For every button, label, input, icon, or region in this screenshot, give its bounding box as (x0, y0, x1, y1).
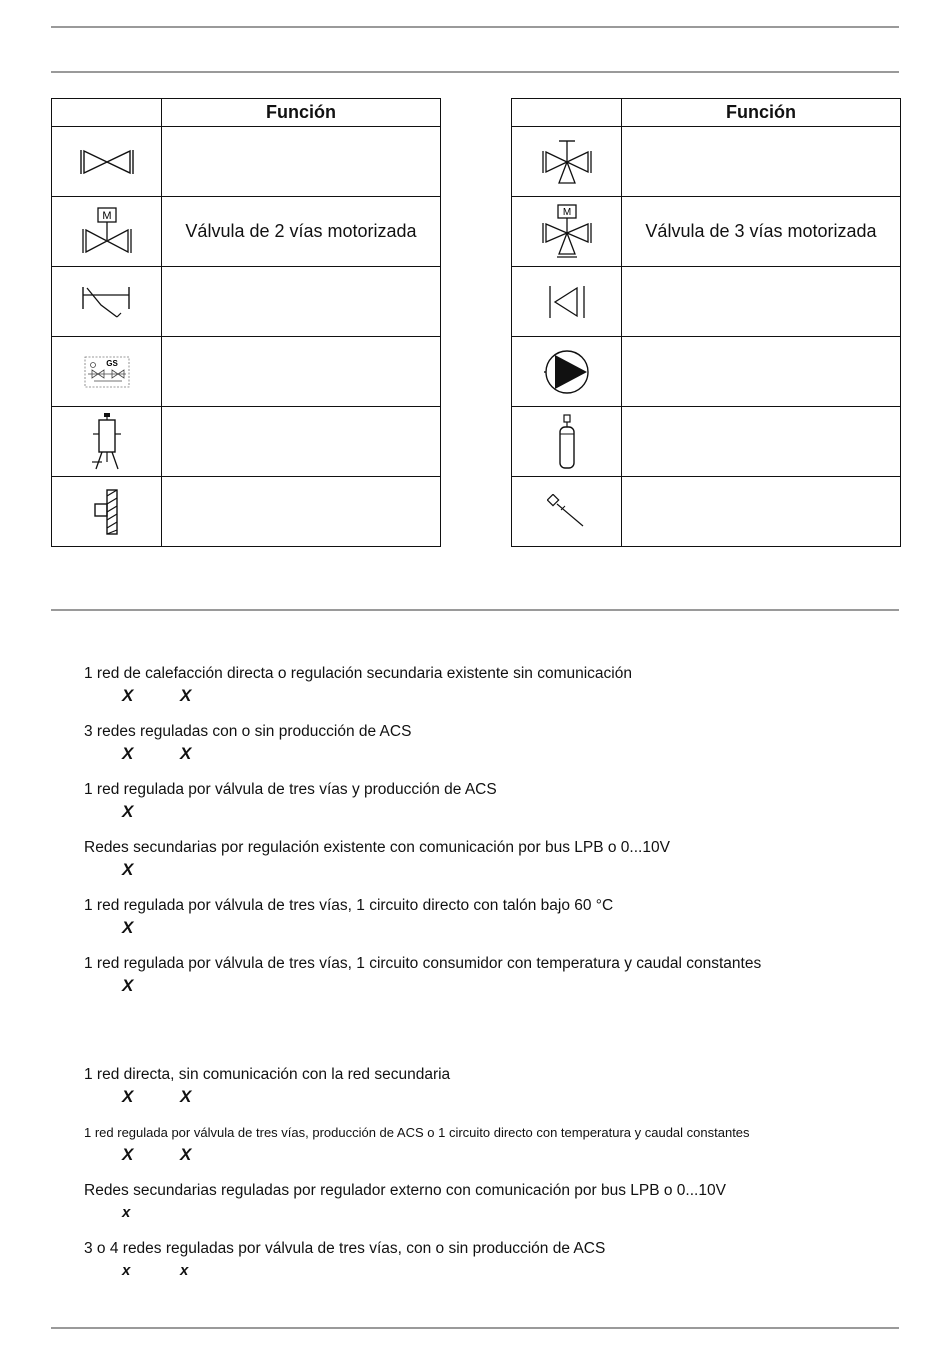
item-marks (84, 1259, 924, 1283)
mark: X (122, 976, 134, 995)
mark: X (122, 686, 134, 705)
item-marks (84, 800, 924, 824)
list-item (84, 664, 924, 722)
mark: X (122, 802, 134, 821)
configuration-list-b (84, 1065, 924, 1297)
filter-pot-icon (90, 412, 124, 472)
item-marks (84, 1085, 924, 1109)
header-rule (51, 71, 899, 73)
list-item (84, 1239, 924, 1297)
item-marks (84, 858, 924, 882)
function-cell (162, 477, 441, 547)
non-return-valve-icon (547, 284, 587, 320)
mark: X (122, 860, 134, 879)
immersion-sensor-icon (547, 494, 587, 530)
motorized-three-way-valve-icon (539, 204, 595, 260)
svg-text:M: M (101, 209, 112, 222)
item-marks (84, 742, 924, 766)
list-item (84, 896, 924, 954)
item-label: Redes secundarias por regulación existente con comunicación por bus LPB o 0...10V (84, 839, 670, 856)
function-cell (162, 127, 441, 197)
function-cell (162, 407, 441, 477)
mark: x (122, 1204, 131, 1221)
two-way-valve-icon (79, 147, 135, 177)
gas-train-icon (84, 356, 130, 388)
mark: X (180, 1087, 192, 1106)
list-item (84, 722, 924, 780)
mark: X (122, 1087, 134, 1106)
item-label: 1 red de calefacción directa o regulación secundaria existente sin comunicación (84, 665, 632, 682)
configuration-list-a (84, 664, 924, 1012)
mark: X (122, 918, 134, 937)
list-item (84, 838, 924, 896)
item-marks (84, 1143, 924, 1167)
mark: X (180, 744, 192, 763)
three-way-valve-icon (539, 139, 595, 185)
item-label: 1 red regulada por válvula de tres vías y producción de ACS (84, 781, 497, 798)
function-cell (622, 267, 901, 337)
item-label: 3 o 4 redes reguladas por válvula de tres vías, con o sin producción de ACS (84, 1240, 606, 1257)
list-item (84, 1065, 924, 1123)
symbols-table-left (51, 98, 441, 547)
function-header: Función (162, 99, 441, 127)
item-label: 1 red regulada por válvula de tres vías, producción de ACS o 1 circuito directo con temperatura y caudal constantes (84, 1125, 750, 1140)
symbol-header-cell (52, 99, 162, 127)
list-item (84, 954, 924, 1012)
mark: X (122, 1145, 134, 1164)
list-item (84, 780, 924, 838)
item-marks (84, 916, 924, 940)
function-cell (622, 407, 901, 477)
svg-text:GS: GS (105, 358, 118, 368)
top-rule (51, 26, 899, 28)
symbol-header-cell (512, 99, 622, 127)
check-valve-icon (81, 283, 133, 321)
item-label: 1 red regulada por válvula de tres vías, 1 circuito consumidor con temperatura y caudal constantes (84, 955, 762, 972)
function-header: Función (622, 99, 901, 127)
svg-text:M: M (562, 206, 571, 218)
function-cell (162, 267, 441, 337)
pump-icon (543, 348, 591, 396)
item-label: Redes secundarias reguladas por regulador externo con comunicación por bus LPB o 0...10V (84, 1182, 726, 1199)
list-item (84, 1123, 924, 1181)
function-cell: Válvula de 2 vías motorizada (162, 197, 441, 267)
mark: X (180, 686, 192, 705)
bottom-rule (51, 1327, 899, 1329)
item-marks (84, 974, 924, 998)
item-marks (84, 1201, 924, 1225)
item-label: 1 red regulada por válvula de tres vías, 1 circuito directo con talón bajo 60 °C (84, 897, 614, 914)
wall-sensor-icon (89, 488, 125, 536)
function-cell (622, 337, 901, 407)
mark: x (180, 1262, 189, 1279)
section-rule (51, 609, 899, 611)
function-cell (622, 477, 901, 547)
item-label: 3 redes reguladas con o sin producción de ACS (84, 723, 412, 740)
item-marks (84, 684, 924, 708)
mark: X (180, 1145, 192, 1164)
symbols-table-right (511, 98, 901, 547)
list-item (84, 1181, 924, 1239)
motorized-two-way-valve-icon (79, 207, 135, 257)
function-cell (622, 127, 901, 197)
expansion-vessel-icon (556, 414, 578, 470)
mark: x (122, 1262, 131, 1279)
mark: X (122, 744, 134, 763)
item-label: 1 red directa, sin comunicación con la red secundaria (84, 1066, 451, 1083)
function-cell (162, 337, 441, 407)
function-cell: Válvula de 3 vías motorizada (622, 197, 901, 267)
